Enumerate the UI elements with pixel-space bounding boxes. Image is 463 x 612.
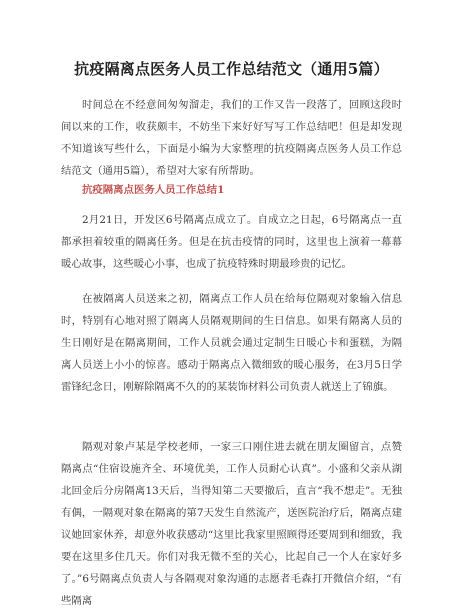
section-heading: 抗疫隔离点医务人员工作总结1 [82, 184, 225, 196]
body-paragraph: 隔观对象卢某是学校老师，一家三口刚住进去就在朋友圈留言，点赞隔离点“住宿设施齐全、环境优美，工作人员耐心认真”。小盛和父亲从湖北回金后分房隔离13天后，当得知第二天要撤后，直言“我不想走”。无独有偶，一隔观对象在隔离的第7天发生自然流产，送医院治疗后，隔离点建议她回家休养，却意外收获感动“这里比我家里照顾得还要周到和细致，我要在这里多住几天。你们对我无微不至的关心，比起自己一个人在家好多了。”6号隔离点负责人与各隔观对象沟通的志愿者毛森打开微信介绍，“有些隔离 [61, 441, 402, 607]
body-paragraph: 在被隔离人员送来之初，隔离点工作人员在给每位隔观对象输入信息时，特别有心地对照了隔离人员隔观期间的生日信息。如果有隔离人员的生日刚好是在隔离期间，工作人员就会通过定制生日暖心卡和蛋糕，为隔离人员送上小小的惊喜。感动于隔离点入微细致的暖心服务，在3月5日学雷锋纪念日，刚解除隔离不久的的某装饰材料公司负责人就送上了锦旗。 [61, 293, 402, 393]
document-title: 抗疫隔离点医务人员工作总结范文（通用5篇） [74, 60, 389, 78]
intro-paragraph: 时间总在不经意间匆匆溜走，我们的工作又告一段落了，回顾这段时间以来的工作，收获颇丰，不妨坐下来好好写写工作总结吧！但是却发现不知道该写些什么，下面是小编为大家整理的抗疫隔离点医务人员工作总结范文（通用5篇），希望对大家有所帮助。 [61, 99, 402, 177]
body-paragraph: 2月21日，开发区6号隔离点成立了。自成立之日起，6号隔离点一直都承担着较重的隔离任务。但是在抗击疫情的同时，这里也上演着一幕幕暖心故事，这些暖心小事，也成了抗疫特殊时期最珍贵的记忆。 [61, 214, 402, 270]
